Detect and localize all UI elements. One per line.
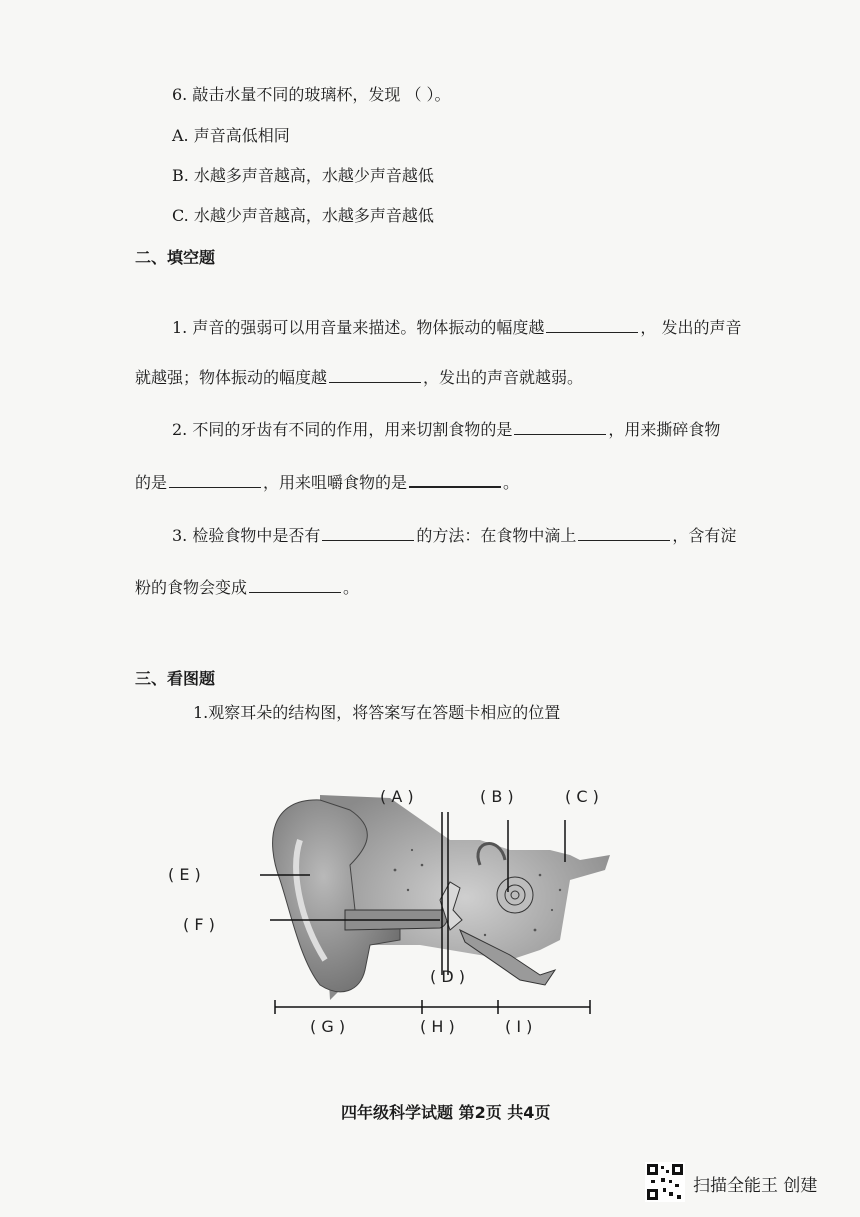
label-c: ( C ) [565, 787, 599, 806]
cochlea [497, 877, 533, 913]
page-footer: 四年级科学试题 第2页 共4页 [341, 1103, 551, 1122]
q6-option-a: A. 声音高低相同 [172, 126, 290, 145]
s2-q1-line1: 1. 声音的强弱可以用音量来描述。物体振动的幅度越 ， 发出的声音 [172, 318, 742, 337]
s3-q1-text: 1.观察耳朵的结构图，将答案写在答题卡相应的位置 [193, 703, 561, 722]
answer-blank[interactable] [514, 420, 606, 435]
label-b: ( B ) [480, 787, 514, 806]
label-i: ( I ) [505, 1017, 533, 1036]
label-a: ( A ) [380, 787, 414, 806]
s2-q3-line1: 3. 检验食物中是否有 的方法：在食物中滴上 ，含有淀 [172, 526, 737, 545]
ear-diagram [150, 770, 670, 1050]
answer-blank[interactable] [409, 472, 501, 488]
answer-blank[interactable] [329, 368, 421, 383]
answer-blank[interactable] [322, 526, 414, 541]
label-h: ( H ) [420, 1017, 455, 1036]
s2-q2-line1: 2. 不同的牙齿有不同的作用，用来切割食物的是 ，用来撕碎食物 [172, 420, 721, 439]
label-d: ( D ) [430, 967, 465, 986]
answer-blank[interactable] [578, 526, 670, 541]
label-f: ( F ) [183, 915, 215, 934]
s2-q3-line2: 粉的食物会变成 。 [135, 578, 360, 597]
s2-q2-line2: 的是 ，用来咀嚼食物的是 。 [135, 473, 520, 492]
watermark-text: 扫描全能王 创建 [693, 1176, 818, 1196]
answer-blank[interactable] [546, 318, 638, 333]
q6-option-b: B. 水越多声音越高，水越少声音越低 [172, 166, 434, 185]
q6-stem: 6. 敲击水量不同的玻璃杯，发现 （ ）。 [172, 85, 451, 104]
q6-option-c: C. 水越少声音越高，水越多声音越低 [172, 206, 434, 225]
label-g: ( G ) [310, 1017, 346, 1036]
section3-title: 三、看图题 [135, 669, 216, 688]
section2-title: 二、填空题 [135, 248, 216, 267]
answer-blank[interactable] [249, 578, 341, 593]
qr-code-icon [645, 1162, 685, 1202]
label-e: ( E ) [168, 865, 201, 884]
answer-blank[interactable] [169, 473, 261, 488]
range-brackets [275, 1000, 590, 1014]
s2-q1-line2: 就越强；物体振动的幅度越 ，发出的声音就越弱。 [135, 368, 584, 387]
